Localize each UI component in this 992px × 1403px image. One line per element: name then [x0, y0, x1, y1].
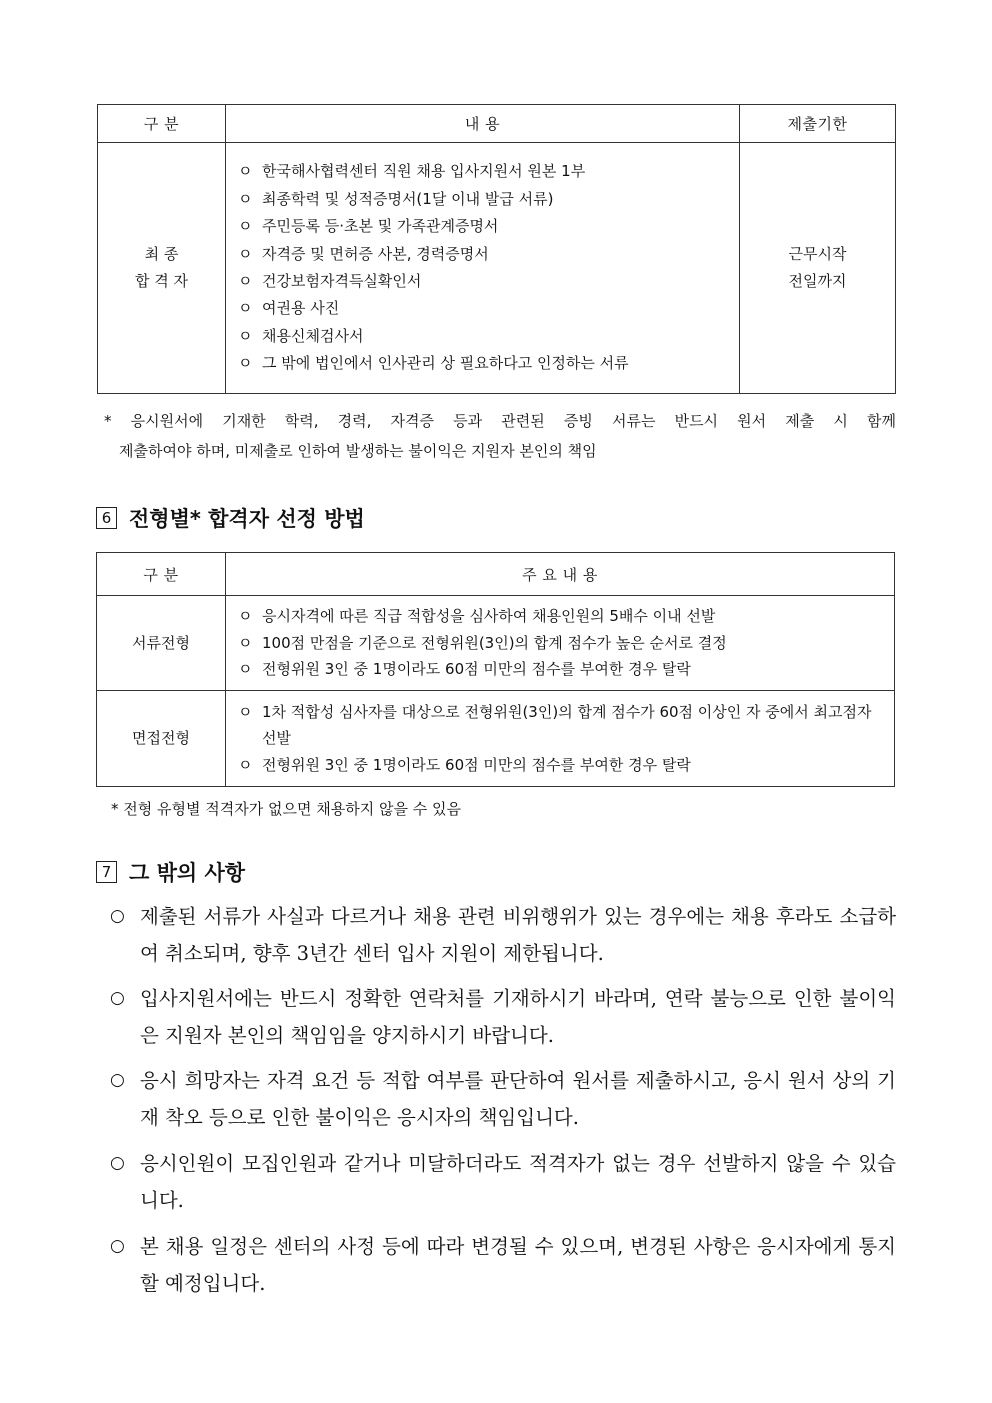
list-item: [226, 323, 739, 350]
section-number-box: 7: [96, 861, 117, 883]
item-text: 입사지원서에는 반드시 정확한 연락처를 기재하시기 바라며, 연락 불능으로 인한 불이익은 지원자 본인의 책임임을 양지하시기 바랍니다.: [140, 987, 896, 1047]
bullet-icon: ㅇ: [238, 162, 253, 181]
item-text: 자격증 및 면허증 사본, 경력증명서: [262, 244, 489, 263]
circle-bullet-icon: ○: [110, 1236, 125, 1256]
list-item: [226, 268, 739, 295]
bullet-icon: ㅇ: [238, 660, 253, 679]
other-item: [110, 1062, 896, 1136]
bullet-icon: ㅇ: [238, 633, 253, 652]
bullet-icon: ㅇ: [238, 299, 253, 318]
circle-bullet-icon: ○: [110, 1070, 125, 1090]
bullet-icon: ㅇ: [238, 326, 253, 345]
section-7-heading: [96, 857, 245, 887]
item-text: 채용신체검사서: [262, 326, 364, 345]
item-text: 한국해사협력센터 직원 채용 입사지원서 원본 1부: [262, 162, 586, 181]
list-item: [226, 213, 739, 240]
document-screening-content: [226, 596, 895, 691]
other-item: [110, 1145, 896, 1219]
section-number-box: 6: [96, 507, 117, 529]
list-item: [226, 350, 739, 377]
other-item: [110, 1228, 896, 1302]
bullet-icon: ㅇ: [238, 702, 253, 721]
row-label-interview: 면접전형: [97, 691, 226, 787]
bullet-icon: ㅇ: [238, 244, 253, 263]
bullet-icon: ㅇ: [238, 189, 253, 208]
deadline-line1: 근무시작: [788, 245, 847, 263]
list-item: [226, 603, 894, 630]
row-label-line1: 최 종: [144, 245, 179, 263]
item-text: 본 채용 일정은 센터의 사정 등에 따라 변경될 수 있으며, 변경된 사항은 응시자에게 통지할 예정입니다.: [140, 1235, 896, 1295]
bullet-icon: ㅇ: [238, 217, 253, 236]
list-item: [226, 241, 739, 268]
list-item: [226, 752, 888, 779]
screening-note: * 전형 유형별 적격자가 없으면 채용하지 않을 수 있음: [111, 800, 461, 818]
item-text: 응시인원이 모집인원과 같거나 미달하더라도 적격자가 없는 경우 선발하지 않을 수 있습니다.: [140, 1152, 896, 1212]
item-text: 전형위원 3인 중 1명이라도 60점 미만의 점수를 부여한 경우 탈락: [262, 660, 691, 679]
required-documents-list: [226, 143, 740, 394]
list-item: [226, 186, 739, 213]
item-text: 응시자격에 따른 직급 적합성을 심사하여 채용인원의 5배수 이내 선발: [262, 607, 716, 626]
table-header-content: 내 용: [226, 105, 740, 143]
item-text: 건강보험자격득실확인서: [262, 272, 422, 290]
item-text: 응시 희망자는 자격 요건 등 적합 여부를 판단하여 원서를 제출하시고, 응시 원서 상의 기재 착오 등으로 인한 불이익은 응시자의 책임입니다.: [140, 1069, 896, 1129]
table-header-category: 구 분: [97, 553, 226, 596]
section-title: 그 밖의 사항: [129, 861, 246, 885]
item-text: 주민등록 등·초본 및 가족관계증명서: [262, 217, 499, 236]
other-item: [110, 980, 896, 1054]
list-item: [226, 630, 894, 657]
table-header-main-content: 주 요 내 용: [226, 553, 895, 596]
list-item: [226, 158, 739, 185]
circle-bullet-icon: ○: [110, 1153, 125, 1173]
item-text: 전형위원 3인 중 1명이라도 60점 미만의 점수를 부여한 경우 탈락: [262, 755, 691, 774]
note-line1: * 응시원서에 기재한 학력, 경력, 자격증 등과 관련된 증빙 서류는 반드시 원서 제출 시 함께: [104, 412, 896, 430]
item-text: 그 밖에 법인에서 인사관리 상 필요하다고 인정하는 서류: [262, 354, 629, 373]
circle-bullet-icon: ○: [110, 988, 125, 1008]
circle-bullet-icon: ○: [110, 906, 125, 926]
deadline-line2: 전일까지: [788, 272, 847, 290]
bullet-icon: ㅇ: [238, 354, 253, 373]
bullet-icon: ㅇ: [238, 607, 253, 626]
bullet-icon: ㅇ: [238, 272, 253, 290]
item-text: 100점 만점을 기준으로 전형위원(3인)의 합계 점수가 높은 순서로 결정: [262, 633, 727, 652]
submission-table: [97, 104, 896, 394]
section-title: 전형별* 합격자 선정 방법: [129, 507, 365, 531]
row-label-line2: 합 격 자: [134, 272, 188, 290]
deadline-cell: [740, 143, 896, 394]
row-label-final: [98, 143, 226, 394]
list-item: [226, 295, 739, 322]
list-item: [226, 656, 894, 683]
row-label-document-screening: 서류전형: [97, 596, 226, 691]
item-text: 제출된 서류가 사실과 다르거나 채용 관련 비위행위가 있는 경우에는 채용 후라도 소급하여 취소되며, 향후 3년간 센터 입사 지원이 제한됩니다.: [140, 905, 896, 965]
section-6-heading: [96, 503, 365, 533]
list-item: [226, 699, 888, 752]
interview-content: [226, 691, 895, 787]
item-text: 최종학력 및 성적증명서(1달 이내 발급 서류): [262, 189, 554, 208]
table-header-category: 구 분: [98, 105, 226, 143]
item-text: 1차 적합성 심사자를 대상으로 전형위원(3인)의 합계 점수가 60점 이상인 자 중에서 최고점자 선발: [262, 702, 872, 748]
evidence-note: [104, 406, 896, 466]
item-text: 여권용 사진: [262, 299, 340, 318]
bullet-icon: ㅇ: [238, 755, 253, 774]
table-header-deadline: 제출기한: [740, 105, 896, 143]
selection-method-table: [96, 552, 895, 787]
other-item: [110, 898, 896, 972]
note-line2: 제출하여야 하며, 미제출로 인하여 발생하는 불이익은 지원자 본인의 책임: [119, 442, 597, 460]
